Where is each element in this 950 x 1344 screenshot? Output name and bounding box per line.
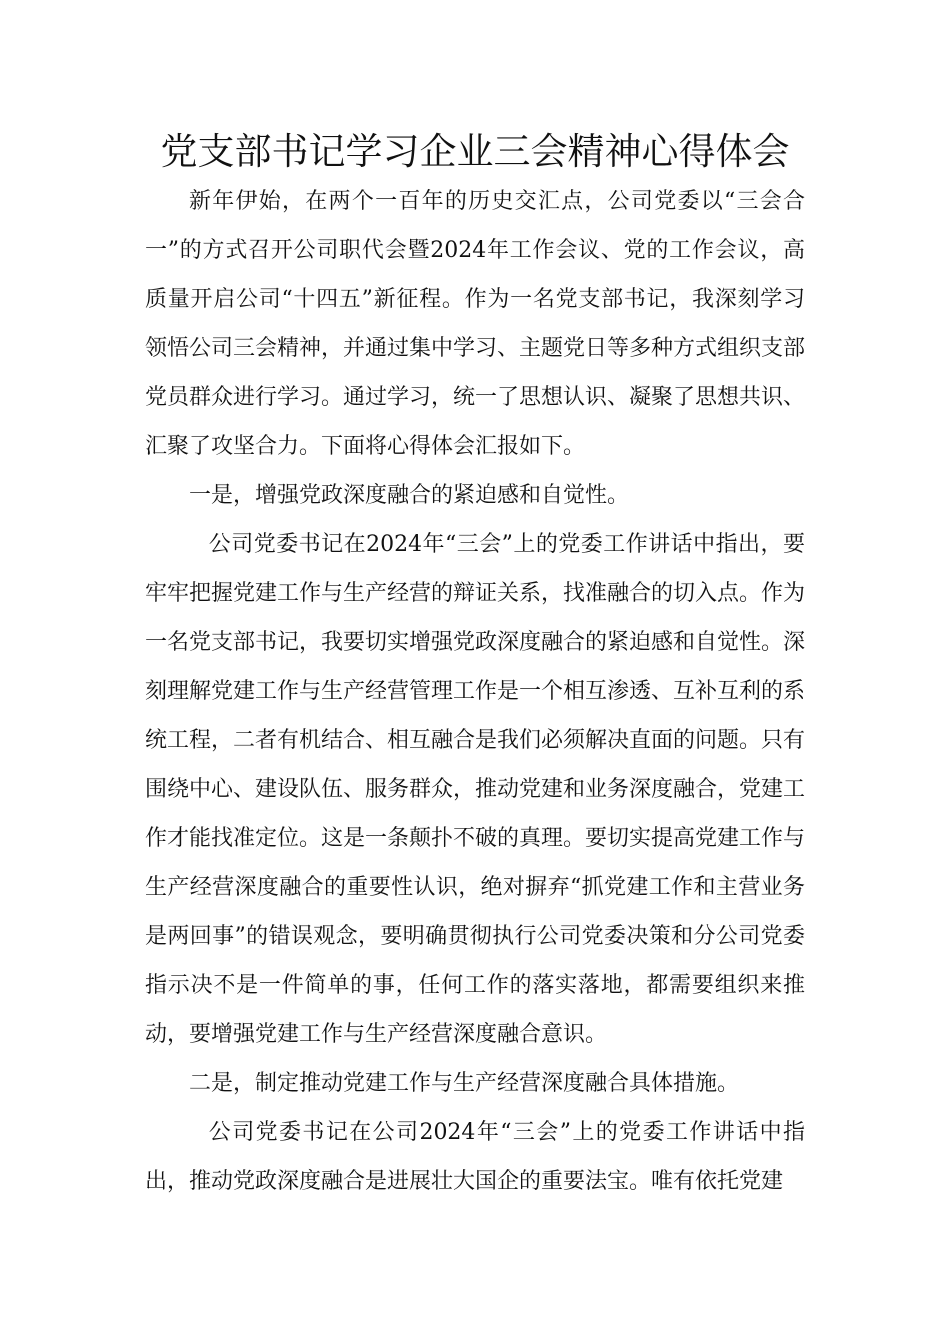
paragraph-section-2: 公司党委书记在公司2024年“三会”上的党委工作讲话中指出，推动党政深度融合是进展壮大国企的重要法宝。唯有依托党建 <box>145 1120 805 1194</box>
paragraph-intro: 新年伊始，在两个一百年的历史交汇点，公司党委以“三会合一”的方式召开公司职代会暨2024年工作会议、党的工作会议，高质量开启公司“十四五”新征程。作为一名党支部书记，我深刻学习领悟公司三会精神，并通过集中学习、主题党日等多种方式组织支部党员群众进行学习。通过学习，统一了思想认识、凝聚了思想共识、汇聚了攻坚合力。下面将心得体会汇报如下。 <box>145 189 806 459</box>
section-heading-2: 二是，制定推动党建工作与生产经营深度融合具体措施。 <box>189 1071 740 1096</box>
section-heading-1: 一是，增强党政深度融合的紧迫感和自觉性。 <box>189 483 630 508</box>
document-body <box>145 177 805 1206</box>
document-title: 党支部书记学习企业三会精神心得体会 <box>160 130 790 173</box>
paragraph-section-1: 公司党委书记在2024年“三会”上的党委工作讲话中指出，要牢牢把握党建工作与生产经营的辩证关系，找准融合的切入点。作为一名党支部书记，我要切实增强党政深度融合的紧迫感和自觉性。深刻理解党建工作与生产经营管理工作是一个相互渗透、互补互利的系统工程，二者有机结合、相互融合是我们必须解决直面的问题。只有围绕中心、建设队伍、服务群众，推动党建和业务深度融合，党建工作才能找准定位。这是一条颠扑不破的真理。要切实提高党建工作与生产经营深度融合的重要性认识，绝对摒弃“抓党建工作和主营业务是两回事”的错误观念，要明确贯彻执行公司党委决策和分公司党委指示决不是一件简单的事，任何工作的落实落地，都需要组织来推动，要增强党建工作与生产经营深度融合意识。 <box>145 532 806 1047</box>
